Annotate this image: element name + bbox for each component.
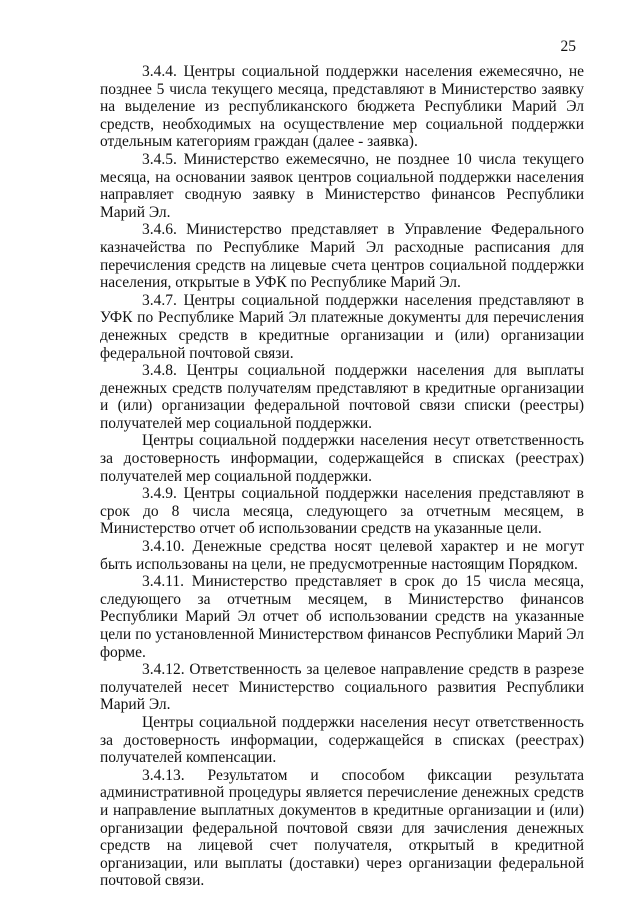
paragraph-3-4-9: 3.4.9. Центры социальной поддержки населения представляют в срок до 8 числа месяца, следующего за отчетным месяцем, в Министерство отчет об использовании средств на указанные цели.	[100, 485, 584, 538]
paragraph-3-4-13: 3.4.13. Результатом и способом фиксации результата административной процедуры является перечисление денежных средств и направление выплатных документов в кредитные организации и (или) организации федеральной почтовой связи для зачисления денежных средств на лицевой счет получателя, открытый в кредитной организации, или выплаты (доставки) через организации федеральной почтовой связи.	[100, 766, 584, 890]
paragraph-3-4-4: 3.4.4. Центры социальной поддержки населения ежемесячно, не позднее 5 числа текущего месяца, представляют в Министерство заявку на выделение из республиканского бюджета Республики Марий Эл средств, необходимых на осуществление мер социальной поддержки отдельным категориям граждан (далее - заявка).	[100, 63, 584, 151]
paragraph-3-4-7: 3.4.7. Центры социальной поддержки населения представляют в УФК по Республике Марий Эл платежные документы для перечисления денежных средств в кредитные организации и (или) организации федеральной почтовой связи.	[100, 291, 584, 362]
page-number: 25	[560, 38, 576, 55]
paragraph-3-4-10: 3.4.10. Денежные средства носят целевой характер и не могут быть использованы на цели, не предусмотренные настоящим Порядком.	[100, 538, 584, 573]
paragraph-responsibility-2: Центры социальной поддержки населения несут ответственность за достоверность информации, содержащейся в списках (реестрах) получателей компенсации.	[100, 713, 584, 767]
paragraph-3-4-5: 3.4.5. Министерство ежемесячно, не позднее 10 числа текущего месяца, на основании заявок центров социальной поддержки населения направляет сводную заявку в Министерство финансов Республики Марий Эл.	[100, 150, 584, 221]
paragraph-3-4-8: 3.4.8. Центры социальной поддержки населения для выплаты денежных средств получателям представляют в кредитные организации и (или) организации федеральной почтовой связи списки (реестры) получателей мер социальной поддержки.	[100, 362, 584, 432]
paragraph-3-4-11: 3.4.11. Министерство представляет в срок до 15 числа месяца, следующего за отчетным месяцем, в Министерство финансов Республики Марий Эл отчет об использовании средств на указанные цели по установленной Министерством финансов Республики Марий Эл форме.	[100, 573, 584, 661]
document-body	[100, 63, 584, 890]
paragraph-3-4-12: 3.4.12. Ответственность за целевое направление средств в разрезе получателей несет Министерство социального развития Республики Марий Эл.	[100, 661, 584, 714]
paragraph-3-4-6: 3.4.6. Министерство представляет в Управление Федерального казначейства по Республике Марий Эл расходные расписания для перечисления средств на лицевые счета центров социальной поддержки населения, открытые в УФК по Республике Марий Эл.	[100, 221, 584, 292]
paragraph-responsibility-1: Центры социальной поддержки населения несут ответственность за достоверность информации, содержащейся в списках (реестрах) получателей мер социальной поддержки.	[100, 432, 584, 485]
